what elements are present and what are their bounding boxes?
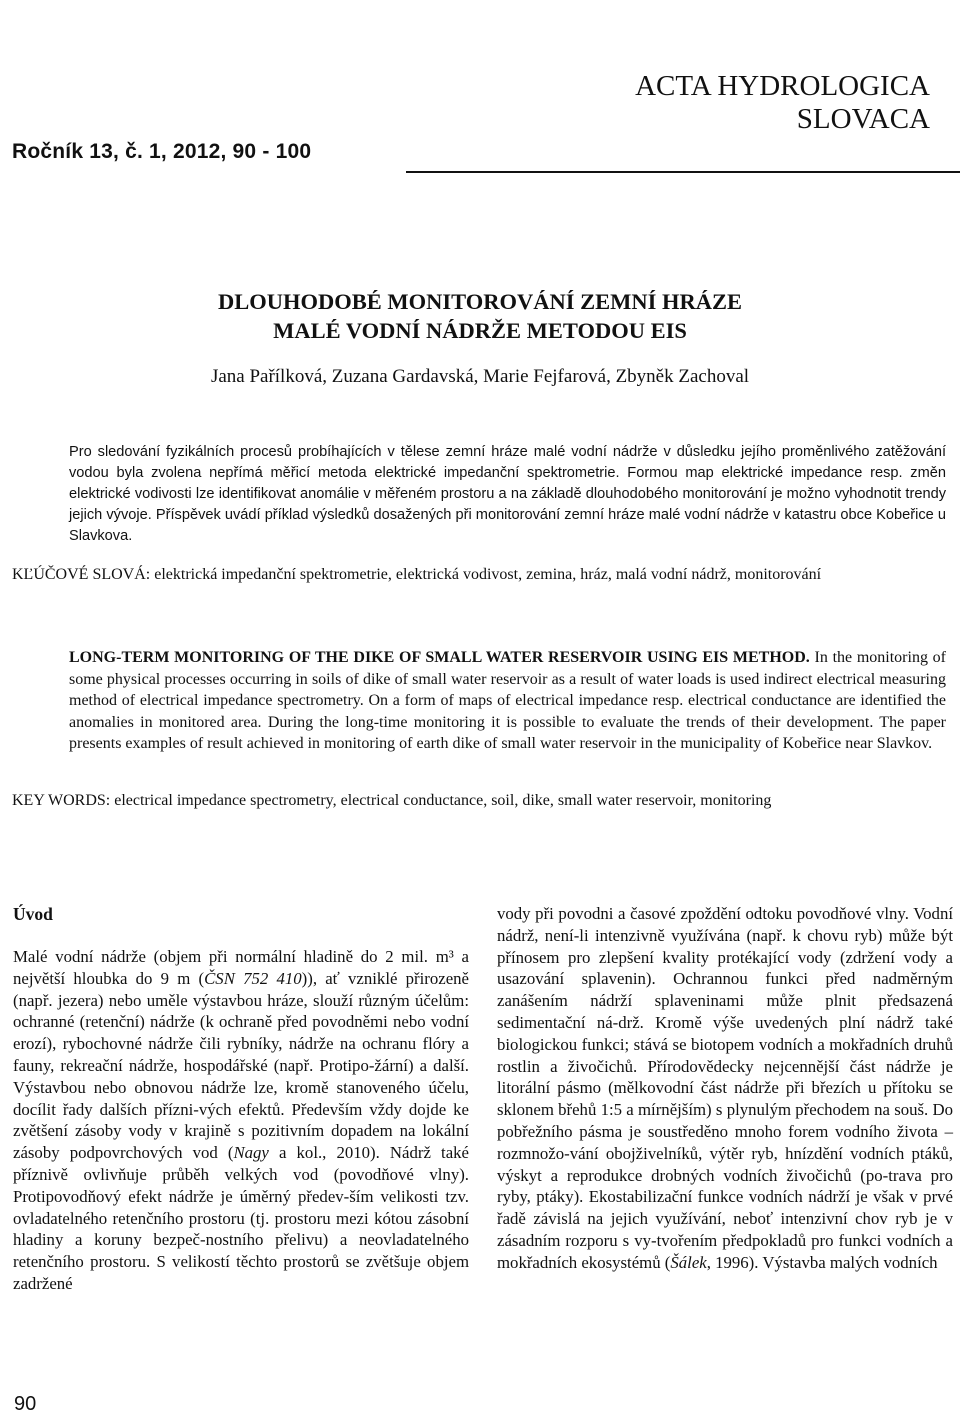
page-number: 90 [14,1393,37,1415]
section-heading-intro: Úvod [13,904,53,924]
citation-nagy: Nagy [233,1143,269,1163]
abstract-english [69,647,946,755]
abstract-czech: Pro sledování fyzikálních procesů probíhajících v tělese zemní hráze malé vodní nádrže v důsledku jejího proměnlivého zatěžování vodou byla zvolena nepřímá měřicí metoda elektrické impedanční spektrometrie. Formou map elektrické impedance resp. změn elektrické vodivosti lze identifikovat anomálie v měřeném prostoru a na základě dlouhodobého monitorování je možno vyhodnotit trendy jejich vývoje. Příspěvek uvádí příklad výsledků dosažených při monitorování zemní hráze malé vodní nádrže v katastru obce Kobeřice u Slavkova. [69,444,946,544]
abstract-english-text: In the monitoring of some physical processes occurring in soils of dike of small water reservoir as a result of water loads is used indirect electrical measuring method of electrical impedance spectrometry. On a form of maps of electrical impedance resp. electrical conductance are identified the anomalies in monitored area. During the long-time monitoring it is possible to evaluate the trends of their development. The paper presents examples of result achieved in monitoring of earth dike of small water reservoir in the municipality of Kobeřice near Slavkov. [69,649,947,753]
article-title-line1: DLOUHODOBÉ MONITOROVÁNÍ ZEMNÍ HRÁZE [217,289,742,314]
citation-salek: Šálek [670,1252,707,1272]
body-column-left [13,903,469,1295]
volume-info: Ročník 13, č. 1, 2012, 90 - 100 [12,140,312,163]
journal-name [570,70,930,136]
intro-paragraph-right [497,903,953,1274]
intro-paragraph-left [13,946,469,1295]
keywords-english: KEY WORDS: electrical impedance spectrometry, electrical conductance, soil, dike, small water reservoir, monitoring [12,792,772,809]
article-authors: Jana Pařílková, Zuzana Gardavská, Marie Fejfarová, Zbyněk Zachoval [210,366,750,387]
intro-right-text-2: , 1996). Výstavba malých vodních [706,1252,938,1272]
intro-right-text-1: vody při povodni a časové zpoždění odtoku povodňové vlny. Vodní nádrž, není-li intenzivně využívána (např. k chovu ryb) může být přínosem pro zlepšení kvality protékající vody (zdržení vody a usazování splavenin). Ochrannou funkci před nadměrným zanášením nádrží splaveninami může plnit předsazená sedimentační ná-drž. Kromě výše uvedených plní nádrž také biologickou funkci; stává se biotopem vodních a mokřadních druhů rostlin a živočichů. Přírodovědecky nejcennější část nádrže je litorální pásmo (mělkovodní část nádrže při březích u přítoku se sklonem břehů 1:5 a mírnějším) s plynulým přechodem na souš. Do pobřežního pásma je soustředěno mnoho forem vodního života – rozmnožo-vání obojživelníků, výtěr ryb, hnízdění vodních ptáků, výskyt a reprodukce drobných vodních živočichů (po-trava pro ryby, ptáky). Ekostabilizační funkce vodních nádrží je však v prvé řadě závislá na jejich využívání, neboť intenzivní chov ryb je v zásadním rozporu s vy-tvořením předpokladů pro funkci vodních a mokřadních ekosystémů ( [497,904,953,1272]
article-title-line2: MALÉ VODNÍ NÁDRŽE METODOU EIS [273,318,687,343]
body-column-right [497,903,953,1274]
article-title [0,287,960,345]
journal-name-line2: SLOVACA [796,103,930,135]
intro-left-text-1: Malé vodní nádrže (objem při normální hladině do 2 mil. m³ a největší hloubka do 9 m ( [13,947,469,988]
intro-left-text-3: a kol., 2010). Nádrž také příznivě ovlivňuje průběh velkých vod (povodňové vlny). Protipovodňový efekt nádrže je úměrný předev-ším velikosti tzv. ovladatelného retenčního prostoru (tj. prostoru mezi kótou zásobní hladiny a koruny bezpeč-nostního přelivu) a neovladatelného retenčního prostoru. S velikostí těchto prostorů se zvětšuje objem zadržené [13,1143,469,1293]
intro-left-text-2: )), ať vzniklé přirozeně (např. jezera) nebo uměle výstavbou hráze, slouží různým účelům: ochranné (retenční) nádrže (k ochraně před povodněmi nebo vodní erozí), rybochovné nádrže čili rybníky, nádrže na ochranu flóry a fauny, rekreační nádrže, hospodářské (např. Protipo-žární) a další. Výstavbou nebo obnovou nádrže lze, kromě stanoveného účelu, docílit řady dalších přízni-vých efektů. Především vždy dojde ke zvětšení zásoby vody v krajině s pozitivním dopadem na lokální zásoby podpovrchových vod ( [13,968,469,1163]
journal-name-line1: ACTA HYDROLOGICA [635,70,930,102]
header-rule [406,171,960,173]
abstract-english-title: LONG-TERM MONITORING OF THE DIKE OF SMALL WATER RESERVOIR USING EIS METHOD. [69,649,810,666]
keywords-czech: KĽÚČOVÉ SLOVÁ: elektrická impedanční spektrometrie, elektrická vodivost, zemina, hráz, malá vodní nádrž, monitorování [12,566,822,583]
citation-csn: ČSN 752 410 [204,968,302,988]
